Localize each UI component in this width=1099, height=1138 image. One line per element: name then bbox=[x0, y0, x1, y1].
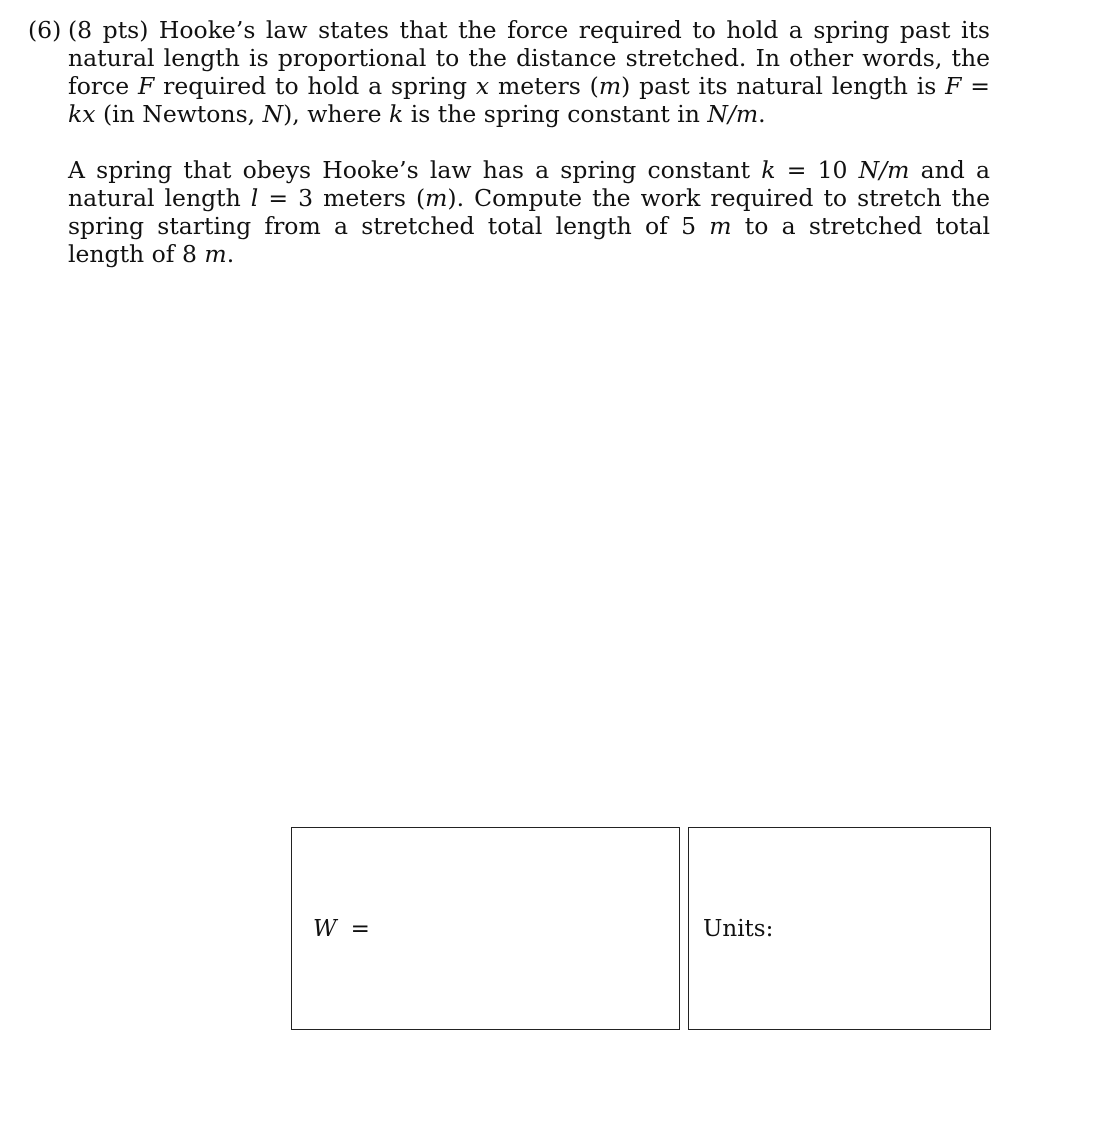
p2-meter-symbol-3: m bbox=[204, 240, 227, 268]
p1-text-7: is the spring constant in bbox=[403, 100, 708, 128]
p1-meter-symbol: m bbox=[598, 72, 622, 100]
p1-x-symbol: x bbox=[475, 72, 490, 100]
p1-k-symbol: k bbox=[389, 100, 404, 128]
p2-text-5: . bbox=[226, 240, 235, 268]
p2-text-4: to a stretched total length of 8 bbox=[68, 212, 990, 268]
p2-k-symbol: k bbox=[761, 156, 776, 184]
p1-text-1: Hooke’s law states that the force required to hold a spring past its natural length is proportional to the distance stretched. In other words, the force bbox=[68, 16, 990, 100]
p2-k-value: = 10 bbox=[775, 156, 859, 184]
p1-text-8: . bbox=[758, 100, 766, 128]
problem-paragraph-1 bbox=[68, 16, 990, 128]
problem-paragraph-2 bbox=[68, 156, 990, 268]
p2-k-unit: N/m bbox=[858, 156, 910, 184]
p1-text-5: (in Newtons, bbox=[95, 100, 263, 128]
problem-statement bbox=[28, 16, 991, 268]
work-answer-box[interactable] bbox=[291, 827, 680, 1030]
p1-formula-eq: = bbox=[961, 72, 990, 100]
p2-l-value: = 3 meters ( bbox=[258, 184, 426, 212]
p1-formula-rhs: kx bbox=[68, 100, 96, 128]
p1-force-symbol: F bbox=[138, 72, 155, 100]
p2-meter-symbol-2: m bbox=[709, 212, 732, 240]
p1-unit: N/m bbox=[707, 100, 759, 128]
problem-number: (6) bbox=[28, 16, 62, 44]
work-equals-sign: = bbox=[350, 916, 370, 942]
p2-text-2: and a natural length bbox=[68, 156, 991, 212]
p1-formula-lhs: F bbox=[945, 72, 962, 100]
p2-text-1: A spring that obeys Hooke’s law has a spring constant bbox=[68, 156, 762, 184]
p2-text-3: ). Compute the work required to stretch the spring starting from a stretched total length of 5 bbox=[68, 184, 991, 240]
units-label: Units: bbox=[703, 916, 774, 942]
p1-text-3: meters ( bbox=[489, 72, 599, 100]
p1-newton-symbol: N bbox=[262, 100, 284, 128]
work-symbol: W bbox=[313, 916, 337, 942]
p2-l-symbol: l bbox=[250, 184, 259, 212]
p1-text-2: required to hold a spring bbox=[154, 72, 476, 100]
p2-meter-symbol-1: m bbox=[425, 184, 448, 212]
problem-points: (8 pts) bbox=[68, 16, 149, 44]
work-answer-label bbox=[313, 915, 370, 943]
units-answer-box[interactable] bbox=[688, 827, 991, 1030]
p1-text-4: ) past its natural length is bbox=[621, 72, 946, 100]
p1-text-6: ), where bbox=[283, 100, 390, 128]
